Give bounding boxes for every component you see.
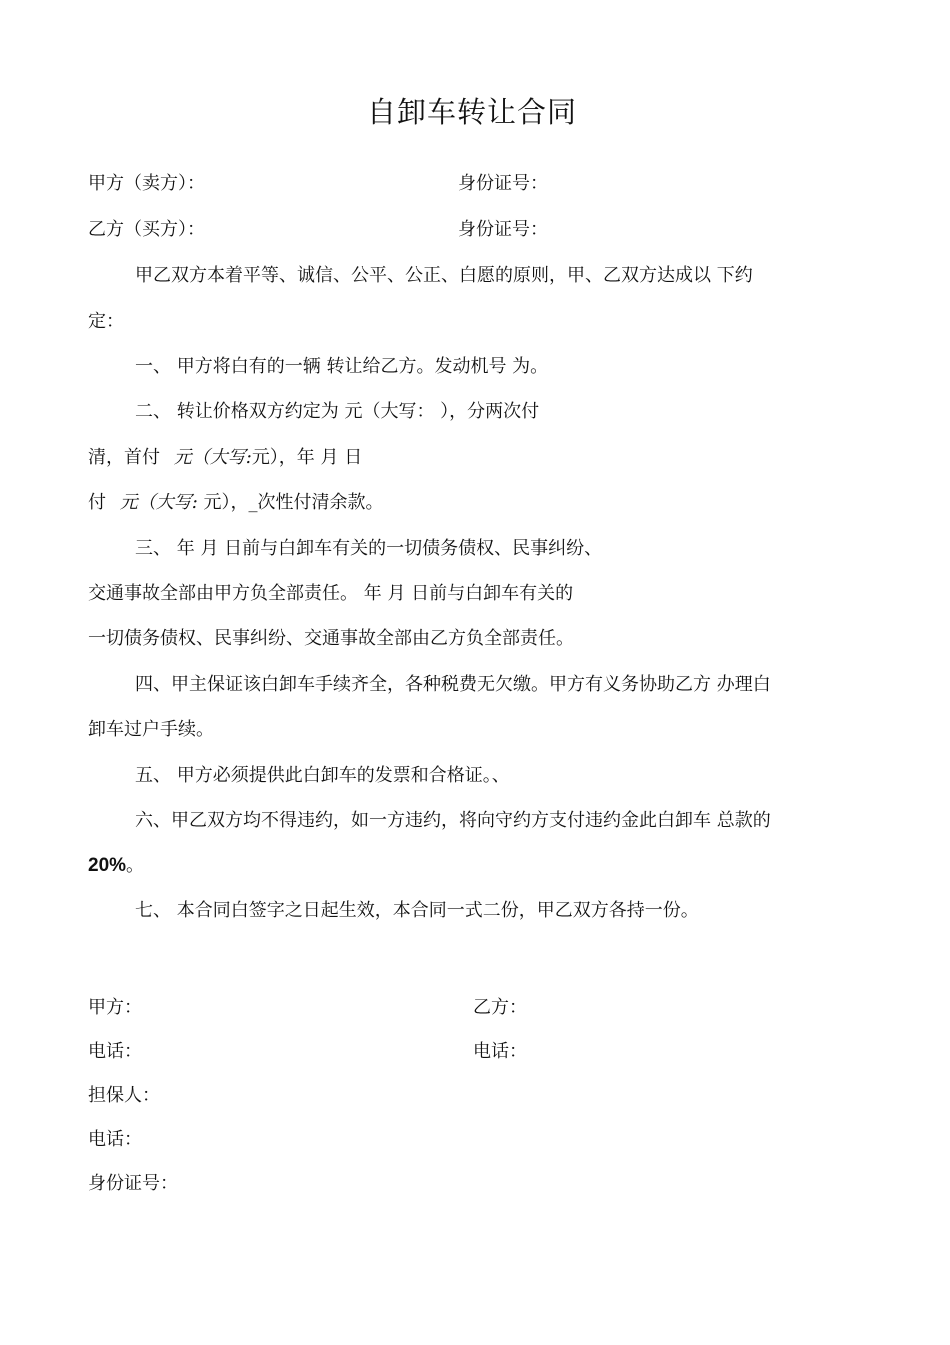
clause-2-text: 付 bbox=[88, 492, 106, 513]
party-b-id-label: 身份证号： bbox=[458, 219, 548, 240]
clause-2-text: 元），_次性付清余款。 bbox=[203, 492, 384, 513]
signature-guarantor: 担保人： bbox=[88, 1085, 160, 1106]
clause-7: 七、 本合同白签字之日起生效，本合同一式二份，甲乙双方各持一份。 bbox=[135, 900, 699, 921]
clause-6-text: 。 bbox=[126, 855, 145, 876]
signature-guarantor-id: 身份证号： bbox=[88, 1173, 178, 1194]
clause-6-line bbox=[88, 854, 144, 878]
clause-2-text: 元），年 月 日 bbox=[251, 447, 363, 468]
clause-1: 一、 甲方将白有的一辆 转让给乙方。发动机号 为。 bbox=[135, 356, 549, 377]
page-title: 自卸车转让合同 bbox=[367, 95, 578, 129]
signature-party-b: 乙方： bbox=[473, 997, 527, 1018]
clause-2-italic-text: 元（大写: bbox=[173, 447, 252, 468]
party-b-label: 乙方（买方）： bbox=[88, 219, 205, 240]
intro-paragraph-line: 定： bbox=[88, 311, 124, 332]
clause-3-line: 一切债务债权、民事纠纷、交通事故全部由乙方负全部责任。 bbox=[88, 628, 574, 649]
clause-2-line bbox=[88, 446, 362, 470]
clause-2-line bbox=[88, 491, 384, 515]
signature-phone-b: 电话： bbox=[473, 1041, 527, 1062]
signature-phone-a: 电话： bbox=[88, 1041, 142, 1062]
clause-2-text: 清，首付 bbox=[88, 447, 160, 468]
signature-guarantor-phone: 电话： bbox=[88, 1129, 142, 1150]
clause-3-line: 交通事故全部由甲方负全部责任。 年 月 日前与白卸车有关的 bbox=[88, 583, 574, 604]
intro-paragraph-line: 甲乙双方本着平等、诚信、公平、公正、白愿的原则，甲、乙双方达成以 下约 bbox=[135, 265, 753, 286]
clause-2-italic-text: 元（大写: bbox=[119, 492, 198, 513]
clause-3-line: 三、 年 月 日前与白卸车有关的一切债务债权、民事纠纷、 bbox=[135, 538, 603, 559]
clause-6-line: 六、甲乙双方均不得违约，如一方违约，将向守约方支付违约金此白卸车 总款的 bbox=[135, 810, 771, 831]
penalty-percent: 20% bbox=[88, 855, 127, 876]
clause-5: 五、 甲方必须提供此白卸车的发票和合格证。、 bbox=[135, 765, 510, 786]
clause-4-line: 四、甲主保证该白卸车手续齐全，各种税费无欠缴。甲方有义务协助乙方 办理白 bbox=[135, 674, 771, 695]
party-a-id-label: 身份证号： bbox=[458, 173, 548, 194]
clause-4-line: 卸车过户手续。 bbox=[88, 719, 214, 740]
signature-party-a: 甲方： bbox=[88, 997, 142, 1018]
party-a-label: 甲方（卖方）： bbox=[88, 173, 205, 194]
clause-2-line: 二、 转让价格双方约定为 元（大写： ），分两次付 bbox=[135, 401, 540, 422]
